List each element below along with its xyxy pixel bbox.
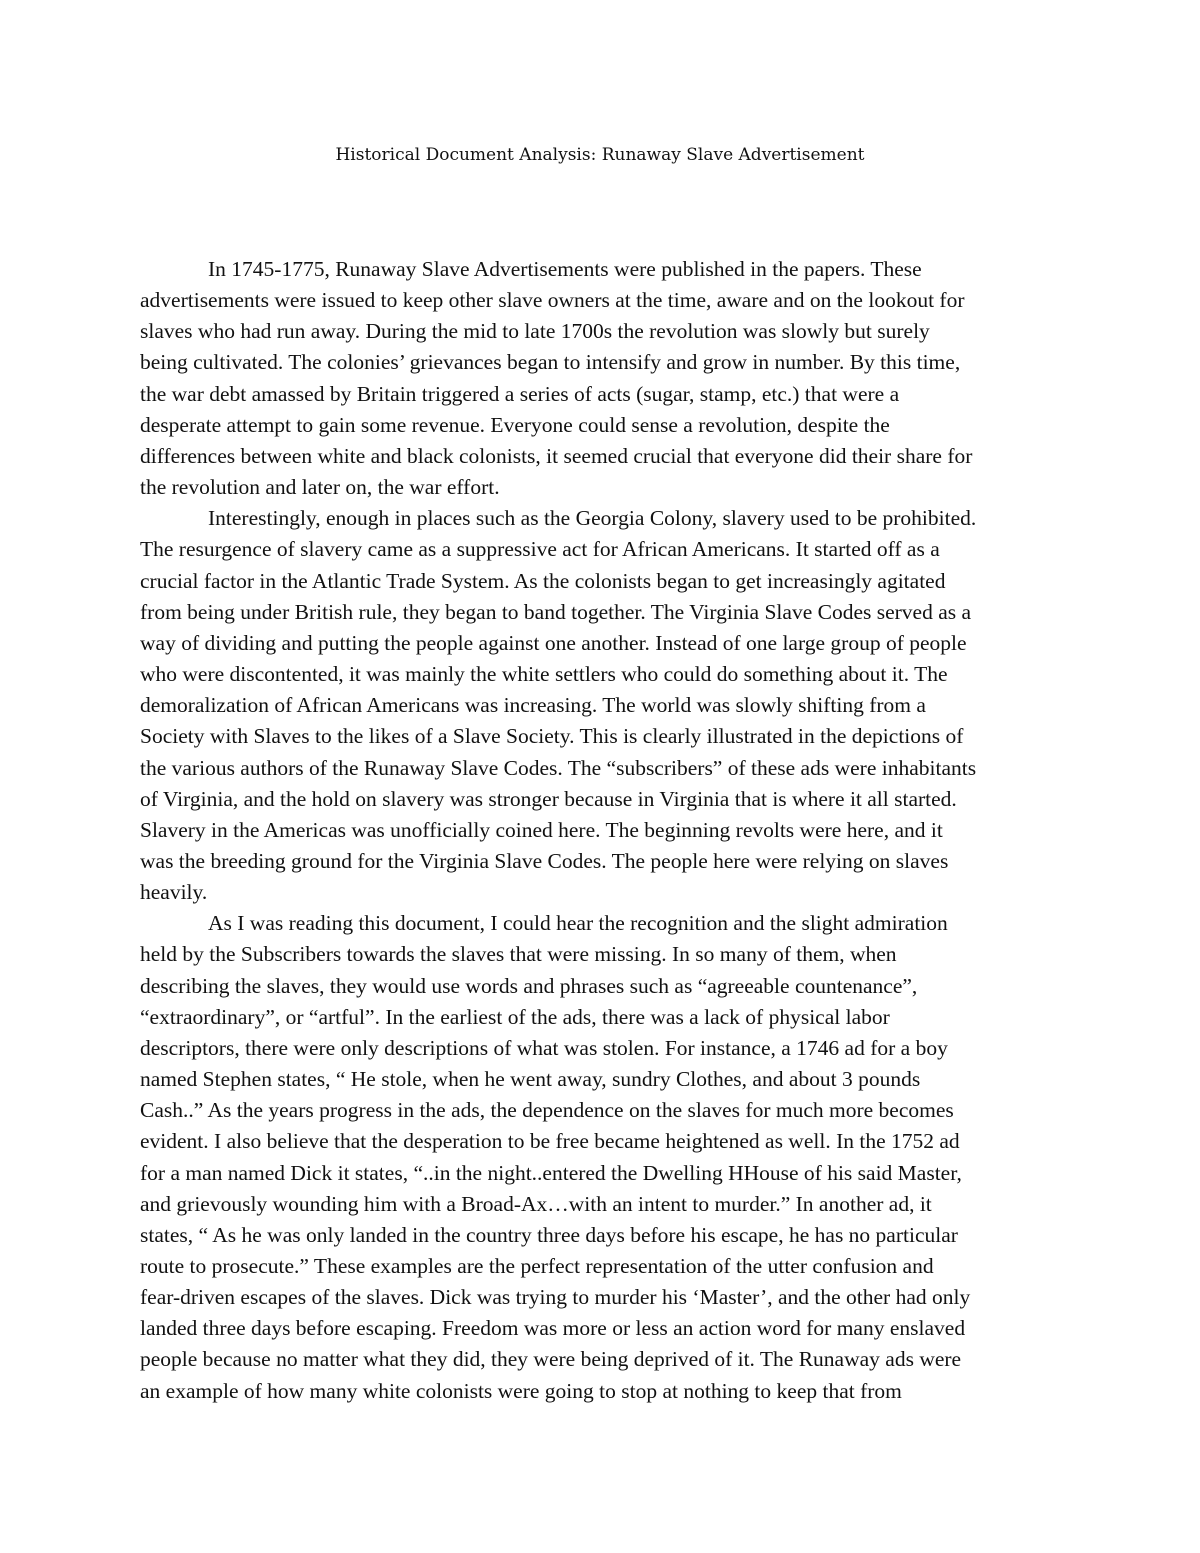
text-line: The resurgence of slavery came as a suppressive act for African Americans. It started off as a <box>140 537 940 562</box>
text-line: heavily. <box>140 880 208 905</box>
text-line: In 1745-1775, Runaway Slave Advertisements were published in the papers. These <box>208 257 922 281</box>
text-line: descriptors, there were only descriptions of what was stolen. For instance, a 1746 ad for a boy <box>140 1035 948 1060</box>
text-line: and grievously wounding him with a Broad-Ax…with an intent to murder.” In another ad, it <box>140 1191 932 1216</box>
text-line: of Virginia, and the hold on slavery was stronger because in Virginia that is where it all started. <box>140 786 957 811</box>
document-body <box>140 254 1060 1407</box>
text-line: landed three days before escaping. Freedom was more or less an action word for many enslaved <box>140 1316 966 1341</box>
text-line: Slavery in the Americas was unofficially coined here. The beginning revolts were here, and it <box>140 817 943 842</box>
text-line: “extraordinary”, or “artful”. In the earliest of the ads, there was a lack of physical labor <box>140 1004 890 1029</box>
text-line: desperate attempt to gain some revenue. Everyone could sense a revolution, despite the <box>140 412 890 437</box>
text-line: people because no matter what they did, they were being deprived of it. The Runaway ads were <box>140 1347 962 1372</box>
text-line: the various authors of the Runaway Slave Codes. The “subscribers” of these ads were inhabitants <box>140 755 977 780</box>
text-line: the war debt amassed by Britain triggered a series of acts (sugar, stamp, etc.) that were a <box>140 381 900 406</box>
text-line: As I was reading this document, I could hear the recognition and the slight admiration <box>208 911 948 936</box>
text-line: states, “ As he was only landed in the country three days before his escape, he has no particular <box>140 1222 958 1247</box>
text-line: way of dividing and putting the people against one another. Instead of one large group of people <box>140 630 967 655</box>
text-line: from being under British rule, they began to band together. The Virginia Slave Codes served as a <box>140 599 972 624</box>
paragraph-3 <box>140 908 1060 1407</box>
text-line: an example of how many white colonists were going to stop at nothing to keep that from <box>140 1378 902 1403</box>
text-line: being cultivated. The colonies’ grievances began to intensify and grow in number. By this time, <box>140 350 961 375</box>
text-line: for a man named Dick it states, “..in the night..entered the Dwelling HHouse of his said Master, <box>140 1160 962 1185</box>
text-line: the revolution and later on, the war effort. <box>140 475 500 500</box>
text-line: Interestingly, enough in places such as the Georgia Colony, slavery used to be prohibited. <box>208 506 977 531</box>
text-line: demoralization of African Americans was increasing. The world was slowly shifting from a <box>140 693 926 718</box>
text-line: who were discontented, it was mainly the white settlers who could do something about it. The <box>140 662 948 687</box>
text-line: Cash..” As the years progress in the ads, the dependence on the slaves for much more becomes <box>140 1098 954 1123</box>
text-line: route to prosecute.” These examples are the perfect representation of the utter confusion and <box>140 1254 934 1278</box>
text-line: named Stephen states, “ He stole, when he went away, sundry Clothes, and about 3 pounds <box>140 1067 921 1092</box>
text-line: slaves who had run away. During the mid to late 1700s the revolution was slowly but surely <box>140 319 930 344</box>
text-line: Society with Slaves to the likes of a Slave Society. This is clearly illustrated in the depictions of <box>140 724 964 749</box>
document-title: Historical Document Analysis: Runaway Slave Advertisement <box>335 145 865 165</box>
text-line: describing the slaves, they would use words and phrases such as “agreeable countenance”, <box>140 973 918 998</box>
text-line: held by the Subscribers towards the slaves that were missing. In so many of them, when <box>140 942 897 967</box>
text-line: differences between white and black colonists, it seemed crucial that everyone did their share for <box>140 443 973 468</box>
text-line: evident. I also believe that the desperation to be free became heightened as well. In the 1752 ad <box>140 1129 960 1154</box>
text-line: was the breeding ground for the Virginia Slave Codes. The people here were relying on slaves <box>140 848 949 873</box>
paragraph-2 <box>140 503 1060 908</box>
text-line: crucial factor in the Atlantic Trade System. As the colonists began to get increasingly agitated <box>140 568 946 593</box>
paragraph-1 <box>140 254 1060 503</box>
text-line: fear-driven escapes of the slaves. Dick was trying to murder his ‘Master’, and the other had only <box>140 1285 971 1310</box>
text-line: advertisements were issued to keep other slave owners at the time, aware and on the lookout for <box>140 288 965 313</box>
